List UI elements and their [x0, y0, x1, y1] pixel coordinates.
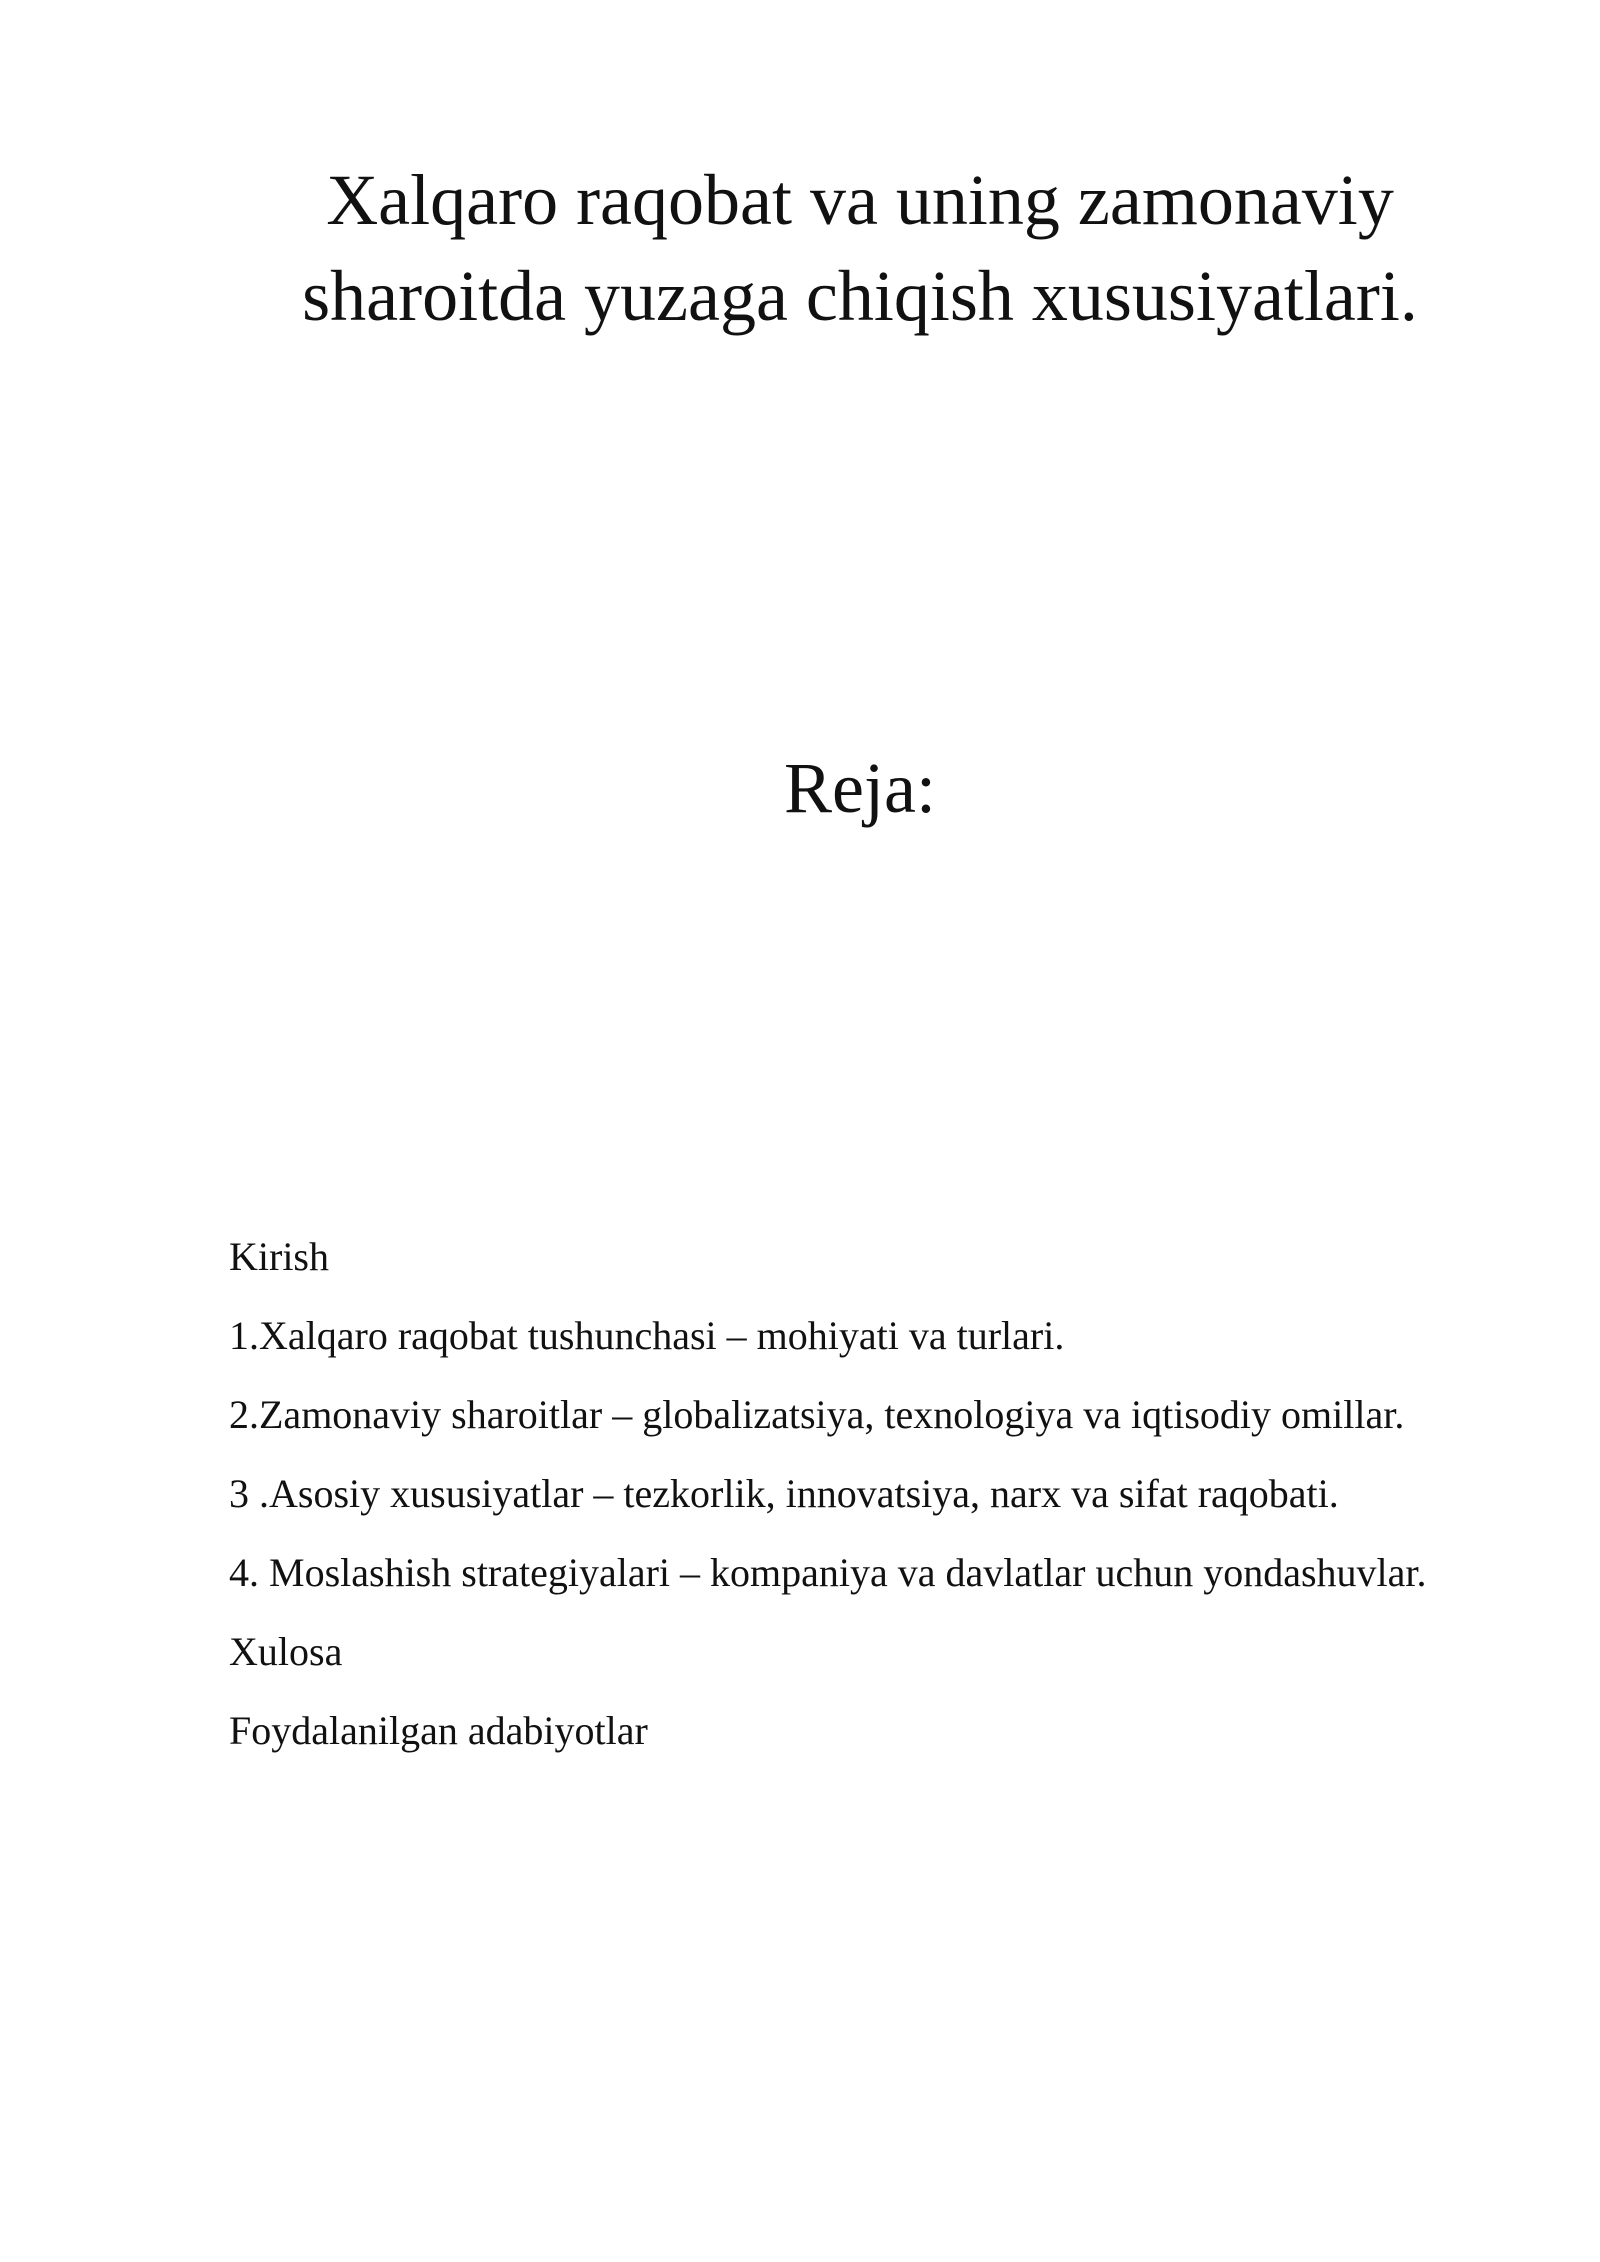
title-line: sharoitda yuzaga chiqish xususiyatlari.: [302, 256, 1418, 336]
plan-item-2: 2.Zamonaviy sharoitlar – globalizatsiya, texnologiya va iqtisodiy omillar.: [229, 1392, 1405, 1437]
plan-list: [229, 1228, 1449, 1781]
document-title: [230, 152, 1490, 344]
plan-item-introduction: Kirish: [229, 1234, 329, 1279]
plan-heading: Reja:: [784, 748, 936, 828]
plan-item-conclusion: Xulosa: [229, 1629, 343, 1674]
plan-item-3: 3 .Asosiy xususiyatlar – tezkorlik, innovatsiya, narx va sifat raqobati.: [229, 1471, 1339, 1516]
title-line: Xalqaro raqobat va uning zamonaviy: [326, 160, 1394, 240]
plan-item-references: Foydalanilgan adabiyotlar: [229, 1708, 648, 1753]
plan-item-4: 4. Moslashish strategiyalari – kompaniya va davlatlar uchun yondashuvlar.: [229, 1550, 1427, 1595]
plan-item-1: 1.Xalqaro raqobat tushunchasi – mohiyati va turlari.: [229, 1313, 1065, 1358]
